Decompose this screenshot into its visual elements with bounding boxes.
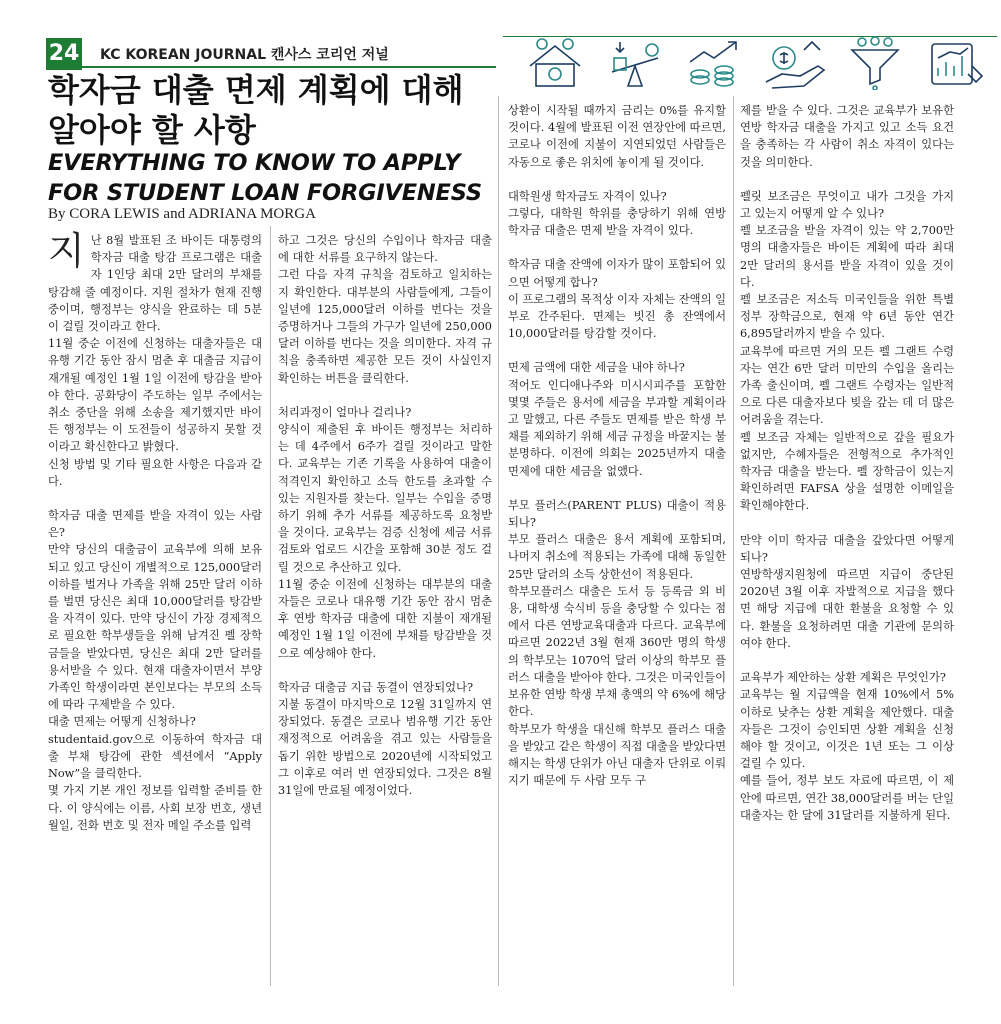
paragraph: 제를 받을 수 있다. 그것은 교육부가 보유한 연방 학자금 대출을 가지고 있고 소득 요건을 충족하는 각 사람이 취소 자격이 있다는 것을 의미한다. — [740, 104, 954, 169]
column-divider — [498, 96, 499, 986]
paragraph: 면제 금액에 대한 세금을 내야 하나? 적어도 인디애나주와 미시시피주를 포함한 몇몇 주들은 용서에 세금을 부과할 계획이라고 말했고, 다른 주들도 면제를 받은 학생 부채를 제외하기 위해 세금 규정을 바꿀지는 불분명하다. 이전에 의회는 2025년까지 대출 면제에 대한 세금을 없앴다. — [508, 361, 726, 478]
paragraph: 대학원생 학자금도 자격이 있나? 그렇다, 대학원 학위를 충당하기 위해 연방 학자금 대출은 면제 받을 자격이 있다. — [508, 189, 726, 238]
paragraph: 학자금 대출 면제를 받을 자격이 있는 사람은? 만약 당신의 대출금이 교육부에 의해 보유되고 있고 당신이 개별적으로 125,000달러 이하를 벌거나 가족을 위해 25만 달러 이하를 벌면 당신은 최대 10,000달러를 탕감받을 자격이 있다. 만약 당신이 가장 경제적으로 필요한 학부생들을 위해 남겨진 펠 장학금들을 받았다면, 당신은 최대 2만 달러를 용서받을 수 있다. 현재 대출자이면서 부양가족인 학생이라면 본인보다는 부모의 소득에 따라 구제받을 수 있다. 대출 면제는 어떻게 신청하나? studentaid.gov으로 이동하여 학자금 대출 부채 탕감에 관한 섹션에서 “Apply Now”을 클릭한다. 몇 가지 기본 개인 정보를 입력할 준비를 한다. 이 양식에는 이름, 사회 보장 번호, 생년월일, 전화 번호 및 전자 메일 주소를 입력 — [48, 509, 262, 832]
paragraph: 지난 8월 발표된 조 바이든 대통령의 학자금 대출 탕감 프로그램은 대출자 1인당 최대 2만 달러의 부채를 탕감해 줄 예정이다. 지원 절차가 현재 진행 중이며, 행정부는 양식을 완료하는 데 5분이 걸릴 것이라고 한다. 11월 중순 이전에 신청하는 대출자들은 대유행 기간 동안 잠시 멈춘 후 대출금 지급이 재개될 예정인 1월 1일 이전에 탕감을 받아야 한다. 공화당이 주도하는 일부 주에서는 취소 중단을 위해 소송을 제기했지만 바이든 행정부는 이 도전들이 성공하지 못할 것이라고 확신한다고 밝혔다. 신청 방법 및 기타 필요한 사항은 다음과 같다. — [48, 229, 262, 488]
paragraph: 처리과정이 얼마나 걸리나? 양식이 제출된 후 바이든 행정부는 처리하는 데 4주에서 6주가 걸릴 것이라고 말한다. 교육부는 기존 기록을 사용하여 대출이 적격인지 확인하고 소득 한도를 초과할 수 있는 지원자를 찾는다. 일부는 수입을 증명하기 위해 추가 서류를 제공하도록 요청받을 것이다. 교육부는 검증 신청에 세금 서류 검토와 업로드 시간을 포함해 30분 정도 걸릴 것으로 추산하고 있다. 11월 중순 이전에 신청하는 대부분의 대출자들은 코로나 대유행 기간 동안 잠시 멈춘 후 연방 학자금 대출에 대한 지불이 재개될 예정인 1월 1일 이전에 부채를 탕감받을 것으로 예상해야 한다. — [278, 405, 492, 660]
column-divider — [270, 226, 271, 986]
drop-cap: 지 — [48, 229, 85, 273]
growth-coins-icon — [680, 36, 751, 90]
page-number: 24 — [46, 38, 82, 70]
publication-name: KC KOREAN JOURNAL 캔사스 코리언 저널 — [100, 47, 389, 63]
column-divider — [733, 96, 734, 986]
paragraph: 교육부가 제안하는 상환 계획은 무엇인가? 교육부는 월 지급액을 현재 10%에서 5% 이하로 낮추는 상환 계획을 제안했다. 대출자들은 그것이 승인되면 상환 계획을 신청해야 할 것이고, 이것은 1년 또는 그 이상 걸릴 수 있다. 예를 들어, 정부 보도 자료에 따르면, 이 제안에 따르면, 연간 38,000달러를 버는 단일 대출자는 한 달에 31달러를 지불하게 된다. — [740, 671, 954, 822]
paragraph: 만약 이미 학자금 대출을 갚았다면 어떻게 되나? 연방학생지원청에 따르면 지급이 중단된 2020년 3월 이후 자발적으로 지급을 했다면 해당 지급에 대한 환불을 요청할 수 있다. 환불을 요청하려면 대출 기관에 문의하여야 한다. — [740, 533, 954, 650]
funnel-money-icon — [840, 36, 911, 90]
paragraph: 학자금 대출금 지급 동결이 연장되었나? 지불 동결이 마지막으로 12월 31일까지 연장되었다. 동결은 코로나 범유행 기간 동안 재정적으로 어려움을 겪고 있는 사람들을 돕기 위한 방법으로 2020년에 시작되었고 그 이후로 여러 번 연장되었다. 그것은 8월 31일에 만료될 예정이었다. — [278, 680, 492, 798]
house-money-icon — [520, 36, 591, 90]
article-column-2 — [278, 232, 492, 799]
icon-strip — [520, 36, 1000, 94]
paragraph: 하고 그것은 당신의 수입이나 학자금 대출에 대한 서류를 요구하지 않는다. 그런 다음 자격 규칙을 검토하고 일치하는지 확인한다. 대부분의 사람들에게, 그들이 일년에 125,000달러 이하를 번다는 것을 증명하거나 그들의 가구가 일년에 250,000달러 이하를 번다는 것을 의미한다. 자격 규칙을 충족하면 제공한 모든 것이 사실인지 확인하는 버튼을 클릭한다. — [278, 234, 492, 385]
byline: By CORA LEWIS and ADRIANA MORGA — [48, 206, 316, 222]
paragraph: 학자금 대출 잔액에 이자가 많이 포함되어 있으면 어떻게 합나? 이 프로그램의 목적상 이자 자체는 잔액의 일부로 간주된다. 면제는 빗진 총 잔액에서 10,000달러를 탕감할 것이다. — [508, 258, 726, 341]
paragraph: 펠릿 보조금은 무엇이고 내가 그것을 가지고 있는지 어떻게 알 수 있나? 펠 보조금을 받을 자격이 있는 약 2,700만 명의 대출자들은 바이든 계획에 따라 최대 2만 달러의 용서를 받을 자격이 있을 것이다. 펠 보조금은 저소득 미국인들을 위한 특별 정부 장학금으로, 현재 약 6년 동안 연간 6,895달러까지 받을 수 있다. 교육부에 따르면 거의 모든 펠 그랜트 수령자는 연간 6만 달러 미만의 수입을 올리는 가족 출신이며, 펠 그랜트 수령자는 일반적으로 다른 대출자보다 빚을 갚는 데 더 많은 어려움을 겪는다. 펠 보조금 자체는 일반적으로 갚을 필요가 없지만, 수혜자들은 전형적으로 추가적인 학자금 대출을 받는다. 펠 장학금이 있는지 확인하려면 FAFSA 상을 설명한 이메일을 확인해야한다. — [740, 189, 954, 513]
headline-english: EVERYTHING TO KNOW TO APPLY FOR STUDENT LOAN FORGIVENESS — [48, 150, 482, 206]
hand-money-icon — [760, 36, 831, 90]
header-rule — [46, 66, 496, 68]
paragraph: 상환이 시작될 때까지 금리는 0%를 유지할 것이다. 4월에 발표된 이전 연장안에 따르면, 코로나 이전에 지불이 지연되었던 사람들은 자동으로 좋은 위치에 놓이게 될 것이다. — [508, 104, 726, 169]
paragraph: 부모 플러스(PARENT PLUS) 대출이 적용되나? 부모 플러스 대출은 용서 계획에 포함되며, 나머지 취소에 적용되는 가족에 대해 동일한 25만 달러의 소득 상한선이 적용된다. 학부모플러스 대출은 도서 등 등록금 외 비용, 대학생 숙식비 등을 충당할 수 있다는 점에서 다른 연방교육대출과 다르다. 교육부에 따르면 2022년 3월 현재 360만 명의 학생의 학부모는 1070억 달러 이상의 학부모 플러스 대출을 받아야 한다. 그것은 미국인들이 보유한 연방 학생 부채 총액의 약 6%에 해당한다. 학부모가 학생을 대신해 학부모 플러스 대출을 받았고 같은 학생이 직접 대출을 받았다면 해지는 학생 단위가 아닌 대출자 단위로 이뤄지기 때문에 두 사람 모두 구 — [508, 498, 726, 788]
article-column-1 — [48, 229, 262, 834]
article-column-4 — [740, 102, 954, 824]
tablet-chart-icon — [920, 36, 991, 90]
article-column-3 — [508, 102, 726, 789]
scale-money-icon — [600, 36, 671, 90]
headline-korean: 학자금 대출 면제 계획에 대해 알아야 할 사항 — [48, 71, 464, 149]
